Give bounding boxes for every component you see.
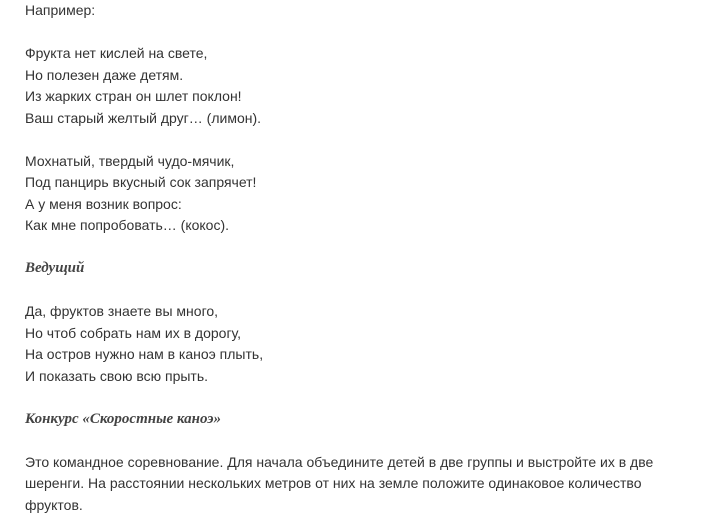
poem-line: А у меня возник вопрос:: [25, 195, 182, 212]
poem-lemon: [25, 43, 695, 129]
paragraph-line: Это командное соревнование. Для начала объедините детей в две группы и выстройте их в две: [25, 453, 654, 470]
contest-description: [25, 452, 695, 517]
poem-line: Как мне попробовать… (кокос).: [25, 217, 230, 233]
poem-line: Мохнатый, твердый чудо-мячик,: [25, 152, 235, 169]
paragraph-line: фруктов.: [25, 496, 83, 513]
poem-line: И показать свою всю прыть.: [25, 367, 209, 384]
section-heading-contest: Конкурс «Скоростные каноэ»: [25, 410, 221, 427]
poem-line: Из жарких стран он шлет поклон!: [25, 88, 242, 104]
poem-line: Под панцирь вкусный сок запрячет!: [25, 174, 257, 190]
article-content: [25, 0, 695, 516]
poem-host: [25, 301, 695, 387]
poem-line: Но полезен даже детям.: [25, 66, 184, 83]
poem-coconut: [25, 151, 695, 237]
intro-text: Например:: [25, 2, 96, 18]
poem-line: Ваш старый желтый друг… (лимон).: [25, 109, 262, 126]
poem-line: Но чтоб собрать нам их в дорогу,: [25, 324, 242, 341]
poem-line: Фрукта нет кислей на свете,: [25, 45, 208, 61]
poem-line: На остров нужно нам в каноэ плыть,: [25, 346, 264, 362]
poem-line: Да, фруктов знаете вы много,: [25, 303, 219, 319]
section-heading-host: Ведущий: [25, 260, 85, 276]
paragraph-line: шеренги. На расстоянии нескольких метров от них на земле положите одинаковое количество: [25, 475, 642, 491]
